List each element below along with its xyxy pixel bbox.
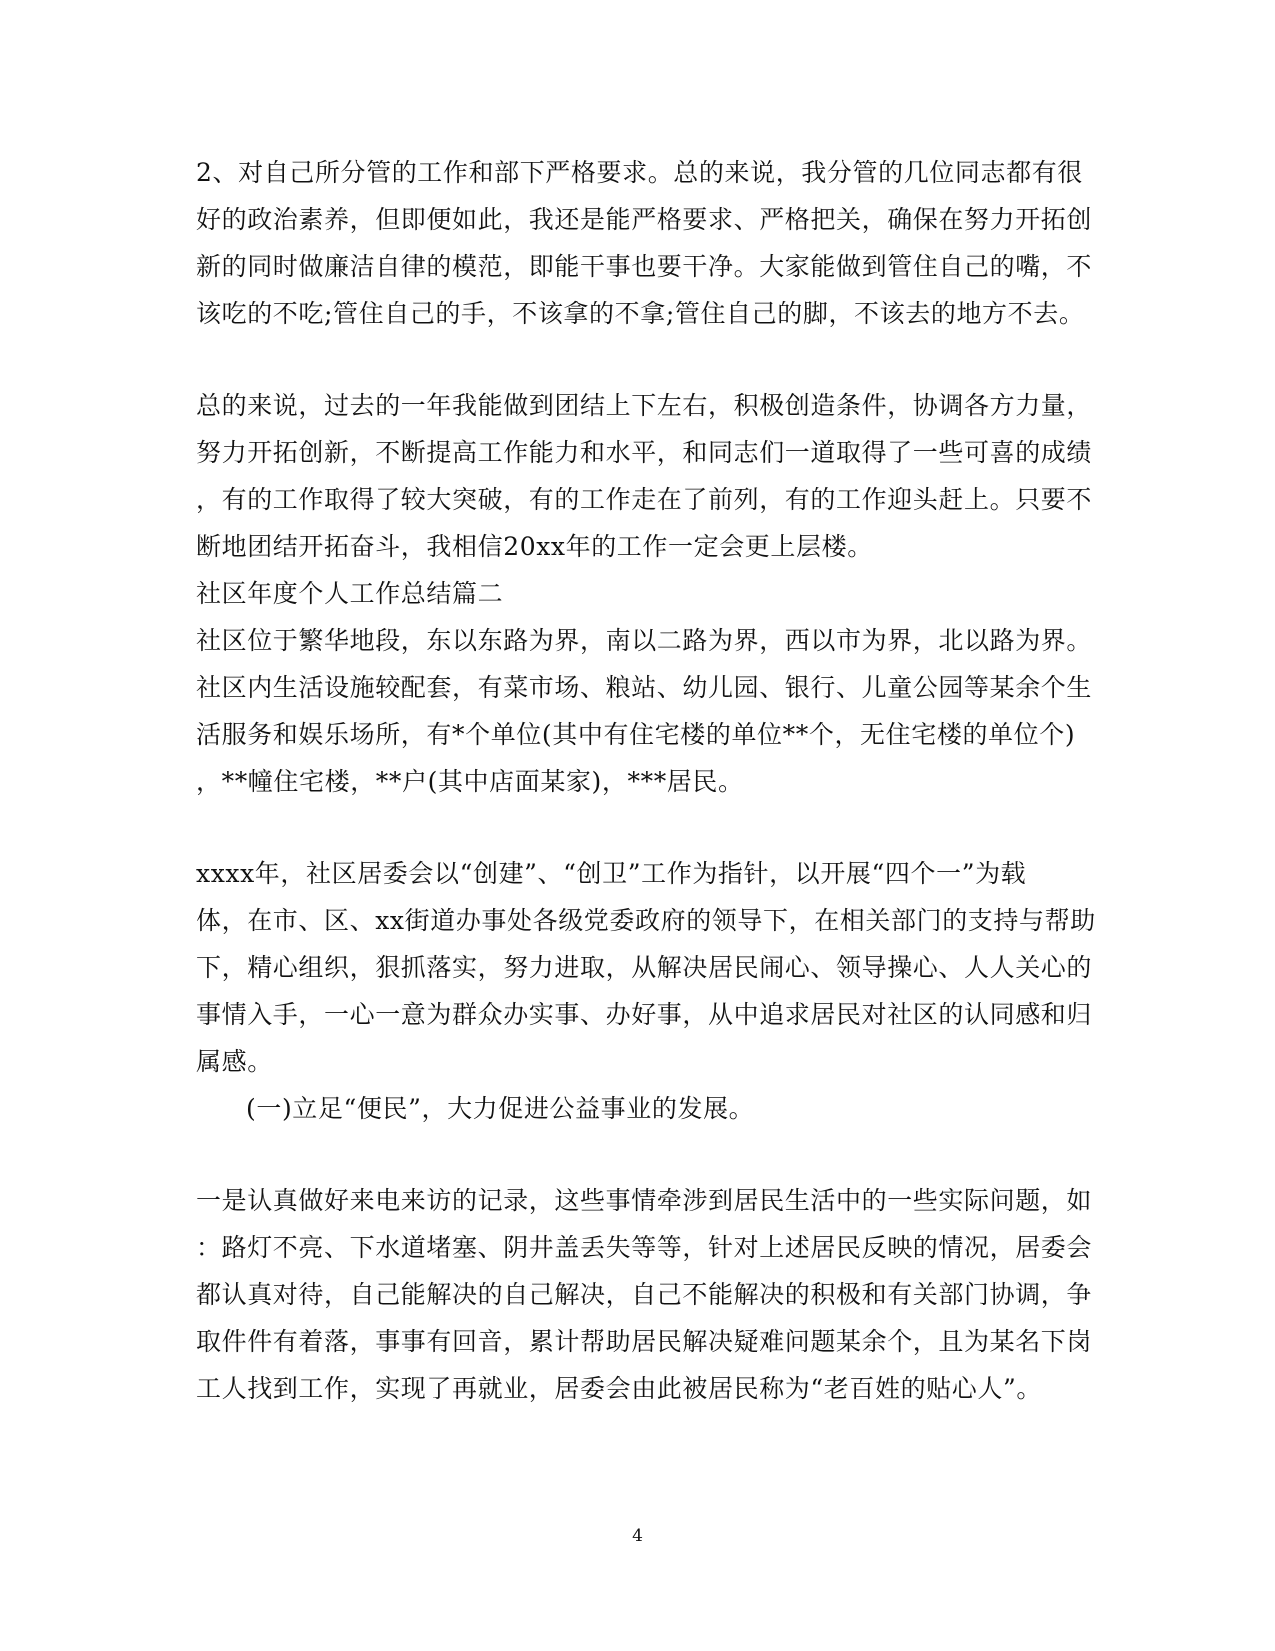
- text-line: 都认真对待，自己能解决的自己解决，自己不能解决的积极和有关部门协调，争: [196, 1280, 1093, 1309]
- text-line: ，有的工作取得了较大突破，有的工作走在了前列，有的工作迎头赶上。只要不: [196, 485, 1093, 514]
- text-line: xxxx年，社区居委会以“创建”、“创卫”工作为指针，以开展“四个一”为载: [196, 859, 1027, 888]
- text-line: ：路灯不亮、下水道堵塞、阴井盖丢失等等，针对上述居民反映的情况，居委会: [196, 1233, 1093, 1262]
- text-line: 下，精心组织，狠抓落实，努力进取，从解决居民闹心、领导操心、人人关心的: [196, 953, 1093, 982]
- text-line: 社区内生活设施较配套，有菜市场、粮站、幼儿园、银行、儿童公园等某余个生: [196, 673, 1093, 702]
- text-line: 一是认真做好来电来访的记录，这些事情牵涉到居民生活中的一些实际问题，如: [196, 1186, 1093, 1215]
- text-line: 新的同时做廉洁自律的模范，即能干事也要干净。大家能做到管住自己的嘴，不: [196, 252, 1093, 281]
- text-line: 事情入手，一心一意为群众办实事、办好事，从中追求居民对社区的认同感和归: [196, 1000, 1093, 1029]
- text-line: 社区位于繁华地段，东以东路为界，南以二路为界，西以市为界，北以路为界。: [196, 626, 1093, 655]
- page-number: 4: [632, 1526, 643, 1546]
- text-line: 努力开拓创新，不断提高工作能力和水平，和同志们一道取得了一些可喜的成绩: [196, 438, 1093, 467]
- text-line: ，**幢住宅楼，**户(其中店面某家)，***居民。: [196, 767, 744, 796]
- text-line: 工人找到工作，实现了再就业，居委会由此被居民称为“老百姓的贴心人”。: [196, 1374, 1042, 1403]
- text-line: 属感。: [196, 1047, 273, 1076]
- section-heading: 社区年度个人工作总结篇二: [196, 579, 504, 608]
- text-line: 体，在市、区、xx街道办事处各级党委政府的领导下，在相关部门的支持与帮助: [196, 906, 1096, 935]
- text-line: 取件件有着落，事事有回音，累计帮助居民解决疑难问题某余个，且为某名下岗: [196, 1327, 1093, 1356]
- text-line: 总的来说，过去的一年我能做到团结上下左右，积极创造条件，协调各方力量，: [196, 391, 1093, 420]
- text-line: 活服务和娱乐场所，有*个单位(其中有住宅楼的单位**个，无住宅楼的单位个): [196, 720, 1076, 749]
- text-line: 断地团结开拓奋斗，我相信20xx年的工作一定会更上层楼。: [196, 532, 873, 561]
- text-line: 2、对自己所分管的工作和部下严格要求。总的来说，我分管的几位同志都有很: [196, 158, 1083, 187]
- text-line: 该吃的不吃;管住自己的手，不该拿的不拿;管住自己的脚，不该去的地方不去。: [196, 299, 1085, 328]
- text-line: 好的政治素养，但即便如此，我还是能严格要求、严格把关，确保在努力开拓创: [196, 205, 1093, 234]
- subsection-heading: (一)立足“便民”，大力促进公益事业的发展。: [246, 1094, 755, 1123]
